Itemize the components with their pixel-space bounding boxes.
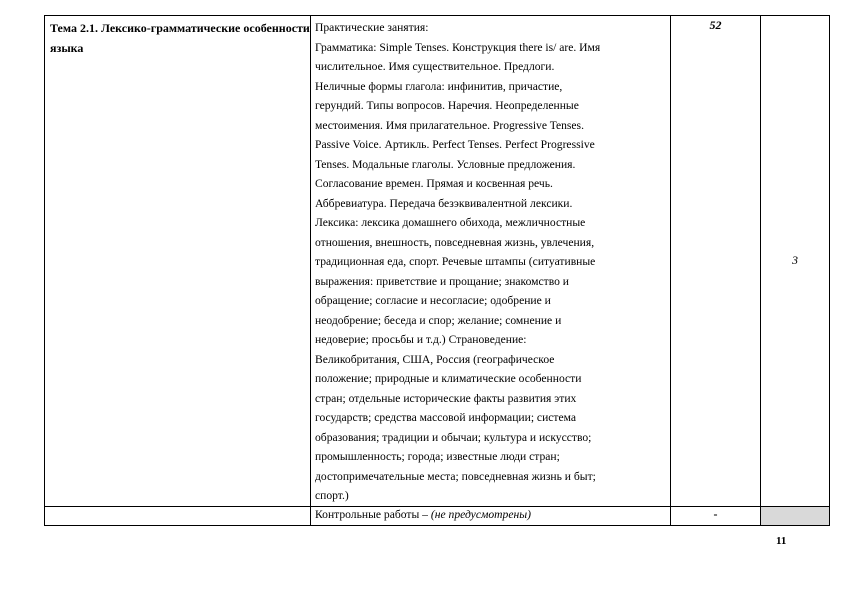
content-line: Практические занятия: xyxy=(315,21,429,34)
content-line: Tenses. Модальные глаголы. Условные предложения. xyxy=(315,157,576,171)
content-line: числительное. Имя существительное. Предлоги. xyxy=(315,60,555,73)
content-line: Грамматика: Simple Tenses. Конструкция there is/ are. Имя xyxy=(315,40,601,54)
content-line: местоимения. Имя прилагательное. Progressive Tenses. xyxy=(315,118,584,132)
content-line: Аббревиатура. Передача безэквивалентной лексики. xyxy=(315,196,573,210)
level-value: 3 xyxy=(792,253,798,268)
content-cell xyxy=(311,16,671,507)
page-number: 11 xyxy=(776,535,787,547)
hours-value: 52 xyxy=(709,18,722,32)
content-line: герундий. Типы вопросов. Наречия. Неопределенные xyxy=(315,99,579,112)
content-line: обращение; согласие и несогласие; одобрение и xyxy=(315,294,551,307)
syllabus-table xyxy=(44,15,830,526)
control-note: (не предусмотрены) xyxy=(430,507,531,521)
content-line: спорт.) xyxy=(315,489,349,502)
content-line: недоверие; просьбы и т.д.) Страноведение: xyxy=(315,333,527,346)
content-line: положение; природные и климатические особенности xyxy=(315,372,582,385)
control-hours: - xyxy=(713,506,718,521)
content-line: стран; отдельные исторические факты развития этих xyxy=(315,391,577,405)
hours-cell xyxy=(671,16,761,507)
content-line: достопримечательные места; повседневная жизнь и быт; xyxy=(315,469,596,483)
level-cell xyxy=(761,16,830,507)
content-line: отношения, внешность, повседневная жизнь, увлечения, xyxy=(315,235,595,249)
topic-title: Тема 2.1. Лексико-грамматические особенности языка xyxy=(50,21,310,55)
content-line: образования; традиции и обычаи; культура и искусство; xyxy=(315,430,592,444)
content-line: промышленность; города; известные люди стран; xyxy=(315,450,560,463)
content-line: неодобрение; беседа и спор; желание; сомнение и xyxy=(315,313,562,327)
content-line: Согласование времен. Прямая и косвенная речь. xyxy=(315,177,553,190)
control-label: Контрольные работы – xyxy=(315,507,431,521)
control-label-cell xyxy=(311,506,671,525)
topic-row xyxy=(45,16,830,507)
control-row xyxy=(45,506,830,525)
content-line: выражения: приветствие и прощание; знакомство и xyxy=(315,274,570,288)
control-hours-cell xyxy=(671,506,761,525)
content-line: государств; средства массовой информации; система xyxy=(315,411,577,424)
content-line: традиционная еда, спорт. Речевые штампы (ситуативные xyxy=(315,255,596,268)
content-line: Неличные формы глагола: инфинитив, причастие, xyxy=(315,79,563,93)
control-shaded-cell xyxy=(761,506,830,525)
content-line: Лексика: лексика домашнего обихода, межличностные xyxy=(315,216,586,229)
content-lines xyxy=(311,16,670,506)
content-line: Passive Voice. Артикль. Perfect Tenses. Perfect Progressive xyxy=(315,138,595,151)
topic-cell xyxy=(45,16,311,507)
content-line: Великобритания, США, Россия (географическое xyxy=(315,352,555,366)
control-empty-cell xyxy=(45,506,311,525)
